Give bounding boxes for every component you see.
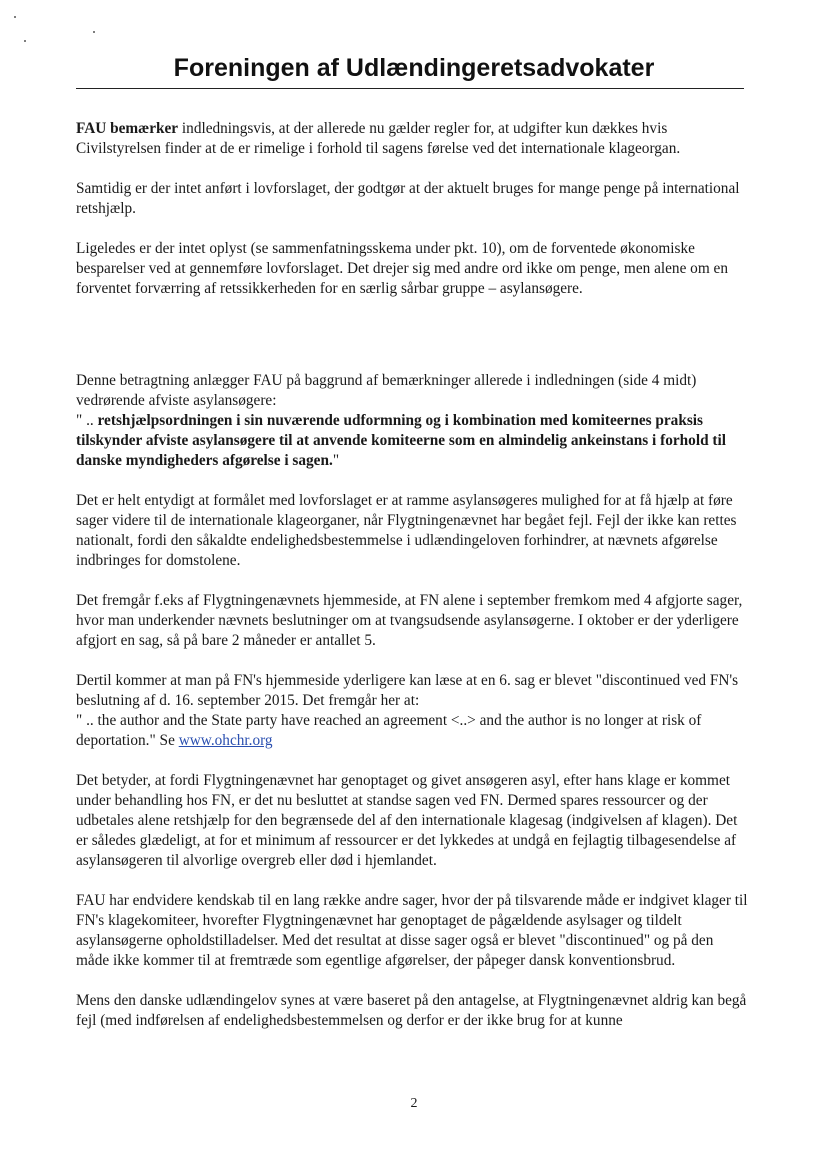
paragraph: Mens den danske udlændingelov synes at være baseret på den antagelse, at Flygtningenævnet aldrig kan begå fejl (med indførelsen af endelighedsbestemmelsen og derfor er der ikke brug for at kunne <box>76 992 747 1029</box>
scan-speck <box>14 16 16 18</box>
paragraph-text: Denne betragtning anlægger FAU på baggrund af bemærkninger allerede i indledningen (side 4 midt) vedrørende afviste asylansøgere: <box>76 372 697 409</box>
quote-open: " .. <box>76 412 98 429</box>
quote-close: " <box>332 452 340 469</box>
paragraph: Det betyder, at fordi Flygtningenævnet har genoptaget og givet ansøgeren asyl, efter hans klage er kommet under behandling hos FN, er det nu besluttet at standse sagen ved FN. Dermed spares ressourcer og der udbetales alene retshjælp for den begrænsede del af den internationale klagesag (indgivelsen af klagen). Det er således glædeligt, at for et minimum af ressourcer er det lykkedes at undgå en fejlagtig tilbagesendelse af asylansøgeren til alvorlige overgreb eller død i hjemlandet. <box>76 772 738 869</box>
quote-text: " .. the author and the State party have reached an agreement <..> and the author is no longer at risk of deportation." Se <box>76 712 702 749</box>
paragraph-text: Dertil kommer at man på FN's hjemmeside yderligere kan læse at en 6. sag er blevet "discontinued ved FN's beslutning af d. 16. september 2015. Det fremgår her at: <box>76 672 739 709</box>
document-body <box>76 119 748 1051</box>
paragraph-lead: FAU bemærker <box>76 120 179 137</box>
ohchr-link[interactable]: www.ohchr.org <box>178 732 273 749</box>
paragraph <box>76 371 748 471</box>
paragraph: Ligeledes er der intet oplyst (se sammenfatningsskema under pkt. 10), om de forventede økonomiske besparelser ved at gennemføre lovforslaget. Det drejer sig med andre ord ikke om penge, men alene om en forventet forværring af retssikkerheden for en særlig sårbar gruppe – asylansøgere. <box>76 240 728 297</box>
scan-speck <box>93 31 95 33</box>
paragraph: FAU har endvidere kendskab til en lang række andre sager, hvor der på tilsvarende måde er indgivet klager til FN's klagekomiteer, hvorefter Flygtningenævnet har genoptaget de pågældende asylsager og tildelt asylansøgerne opholdstilladelser. Med det resultat at disse sager også er blevet "discontinued" og på den måde ikke kommer til at fremtræde som egentlige afgørelser, der påpeger dansk konventionsbrud. <box>76 892 748 969</box>
paragraph-text: indledningsvis, at der allerede nu gælder regler for, at udgifter kun dækkes hvis Civilstyrelsen finder at de er rimelige i forhold til sagens førelse ved det internationale klageorgan. <box>76 120 681 157</box>
page-number: 2 <box>410 1096 418 1111</box>
paragraph <box>76 671 748 751</box>
quote-bold: retshjælpsordningen i sin nuværende udformning og i kombination med komiteernes praksis tilskynder afviste asylansøgere til at anvende komiteerne som en almindelig ankeinstans i forhold til danske myndigheders afgørelse i sagen. <box>76 412 726 469</box>
paragraph: Det er helt entydigt at formålet med lovforslaget er at ramme asylansøgeres mulighed for at få hjælp at føre sager videre til de internationale klageorganer, når Flygtningenævnet har begået fejl. Fejl der ikke kan rettes nationalt, fordi den såkaldte endelighedsbestemmelse i udlændingeloven forhindrer, at nævnets afgørelse indbringes for domstolene. <box>76 492 737 569</box>
paragraph <box>76 119 748 159</box>
paragraph: Det fremgår f.eks af Flygtningenævnets hjemmeside, at FN alene i september fremkom med 4 afgjorte sager, hvor man underkender nævnets beslutninger om at tvangsudsende asylansøgerne. I oktober er der yderligere afgjort en sag, så på bare 2 måneder er antallet 5. <box>76 592 743 649</box>
title-underline <box>76 88 744 89</box>
paragraph: Samtidig er der intet anført i lovforslaget, der godtgør at der aktuelt bruges for mange penge på international retshjælp. <box>76 180 740 217</box>
page-title: Foreningen af Udlændingeretsadvokater <box>173 54 655 82</box>
scan-speck <box>24 40 26 42</box>
